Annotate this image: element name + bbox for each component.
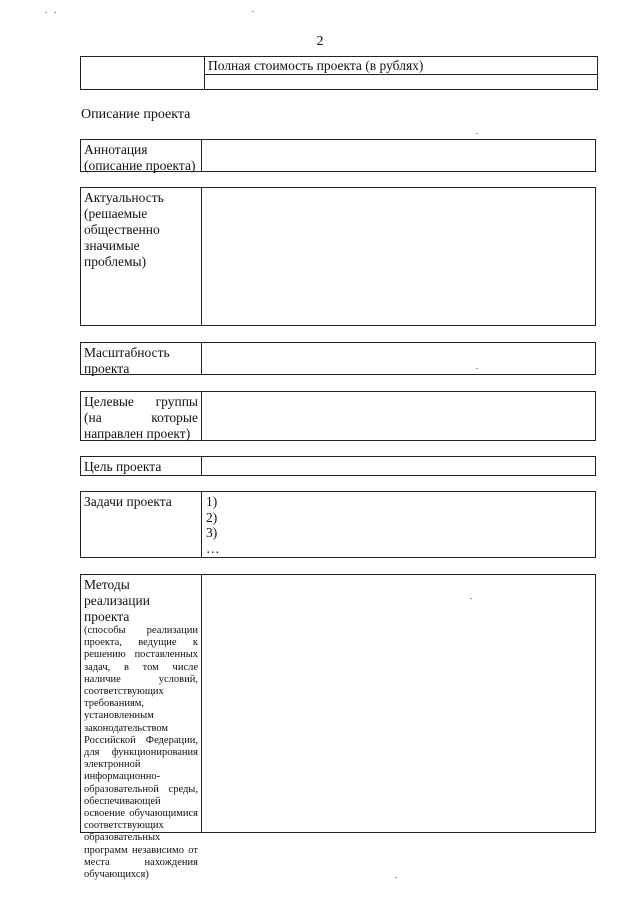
goal-label: Цель проекта: [81, 457, 202, 475]
task-item: 3): [206, 525, 218, 540]
tasks-field[interactable]: [202, 492, 595, 557]
scan-speck: [54, 12, 56, 13]
scale-field[interactable]: [202, 343, 595, 374]
target-groups-field[interactable]: [202, 392, 595, 440]
annotation-field[interactable]: [202, 140, 595, 171]
goal-row: [80, 456, 596, 476]
cost-row-label: Полная стоимость проекта (в рублях): [204, 57, 597, 75]
methods-label: [81, 575, 202, 881]
section-heading: Описание проекта: [81, 107, 191, 122]
scale-row: [80, 342, 596, 375]
tasks-label: Задачи проекта: [81, 492, 202, 557]
task-item: 2): [206, 509, 218, 525]
target-groups-row: [80, 391, 596, 441]
cost-label-empty-cell: [81, 57, 205, 89]
scan-speck: [476, 368, 478, 369]
scan-speck: [45, 12, 47, 13]
scan-speck: [476, 133, 478, 134]
page-number: 2: [316, 34, 324, 49]
methods-row: [80, 574, 596, 881]
scan-speck: [395, 877, 397, 878]
annotation-label: Аннотация (описание проекта): [81, 140, 202, 171]
target-groups-label: Целевые группы (на которые направлен проект): [81, 392, 202, 440]
scale-label: Масштабность проекта: [81, 343, 202, 374]
scan-speck: [470, 598, 472, 599]
relevance-row: [80, 187, 596, 326]
tasks-row: [80, 491, 596, 558]
task-item: 1): [206, 494, 218, 509]
scan-speck: [252, 11, 254, 12]
methods-note: (способы реализации проекта, ведущие к решению поставленных задач, в том числе наличие условий, соответствующих требованиям, установленным законодательством Российской Федерации, для функционирования электронной информационно-образовательной среды, обеспечивающей освоение обучающимися соответствующих образовательных программ независимо от места нахождения обучающихся): [84, 625, 198, 881]
relevance-label: Актуальность (решаемые общественно значимые проблемы): [81, 188, 202, 325]
project-cost-table: [80, 56, 598, 90]
relevance-field[interactable]: [202, 188, 595, 325]
annotation-row: [80, 139, 596, 172]
methods-title: Методы реализации проекта: [84, 577, 150, 624]
goal-field[interactable]: [202, 457, 595, 475]
task-item: …: [206, 540, 220, 556]
methods-field[interactable]: [202, 575, 595, 832]
